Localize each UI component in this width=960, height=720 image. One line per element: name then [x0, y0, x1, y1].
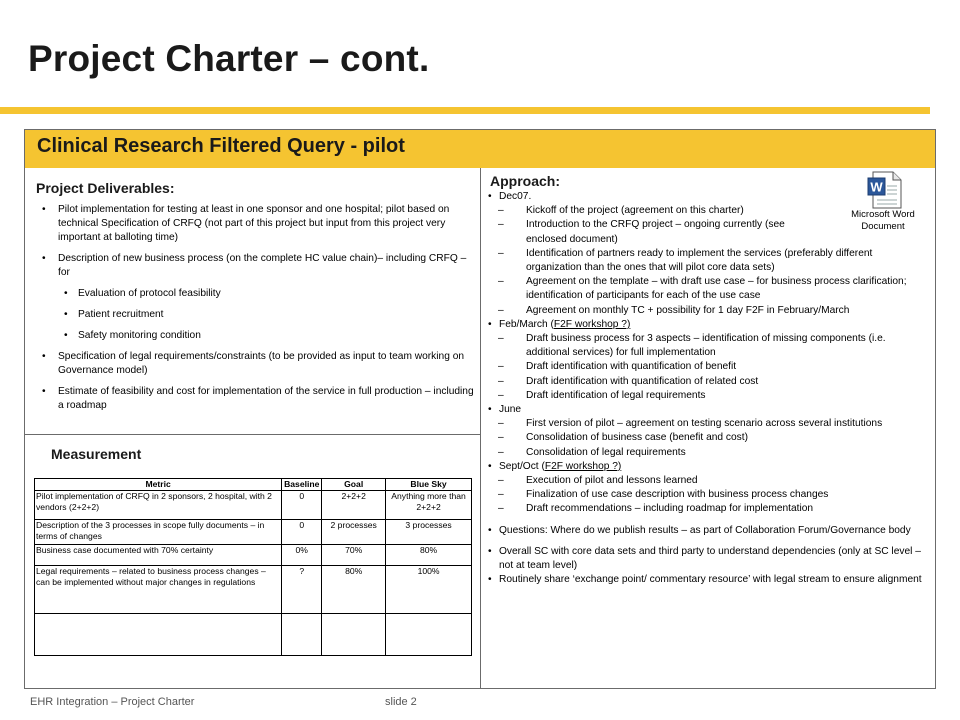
list-item: – Identification of partners ready to implement the services (preferably different organization than the ones that will pilot core data sets): [498, 247, 873, 274]
bullet-icon: •: [42, 351, 46, 362]
table-cell: [282, 614, 322, 656]
list-item: • Evaluation of protocol feasibility: [64, 288, 221, 299]
measurement-heading: Measurement: [51, 446, 142, 462]
list-item: • Description of new business process (on the complete HC value chain)– including CRFQ – for: [42, 253, 467, 278]
table-cell: 0%: [282, 545, 322, 566]
deliverables-heading: Project Deliverables:: [36, 180, 175, 196]
table-cell: 0: [282, 491, 322, 520]
list-item: – Draft identification of legal requirements: [498, 389, 706, 401]
list-item: – Agreement on the template – with draft use case – for business process clarification; identification of participants for each of the use case: [498, 276, 907, 302]
svg-text:W: W: [870, 179, 883, 195]
table-cell: 80%: [386, 545, 472, 566]
list-item: • Specification of legal requirements/constraints (to be provided as input to team working on Governance model): [42, 351, 465, 376]
list-item: • Routinely share ‘exchange point/ commentary resource’ with legal stream to ensure alignment: [488, 573, 928, 587]
list-item: – Consolidation of legal requirements: [498, 446, 686, 458]
list-item: • Patient recruitment: [64, 309, 164, 320]
table-cell: Anything more than 2+2+2: [386, 491, 472, 520]
bullet-icon: •: [488, 191, 492, 202]
table-cell: [322, 614, 386, 656]
table-cell: 100%: [386, 566, 472, 614]
workshop-link[interactable]: F2F workshop ?): [553, 318, 631, 330]
table-row: [35, 614, 472, 656]
word-document-label[interactable]: Microsoft Word Document: [851, 209, 915, 232]
table-cell: 2+2+2: [322, 491, 386, 520]
list-item: – Introduction to the CRFQ project – ongoing currently (see enclosed document): [498, 219, 785, 245]
list-item: • June: [488, 403, 928, 417]
table-cell: Business case documented with 70% certainty: [35, 545, 282, 566]
table-row: [35, 520, 472, 545]
column-header: Metric: [35, 479, 282, 491]
list-item: – Finalization of use case description with business process changes: [498, 489, 829, 501]
table-cell: 2 processes: [322, 520, 386, 545]
footer-text: EHR Integration – Project Charter: [30, 696, 195, 708]
table-cell: [35, 614, 282, 656]
list-item: – First version of pilot – agreement on testing scenario across several institutions: [498, 418, 883, 430]
slide-number: slide 2: [385, 696, 417, 708]
list-item: • Pilot implementation for testing at least in one sponsor and one hospital; pilot based on technical Specification of CRFQ (not part of this project but input from this project very important at balloting time): [42, 204, 450, 243]
list-item: – Kickoff of the project (agreement on this charter): [498, 205, 744, 217]
list-item: • Dec07.: [488, 190, 928, 204]
list-item: – Consolidation of business case (benefit and cost): [498, 432, 748, 444]
table-cell: 70%: [322, 545, 386, 566]
list-item: • Safety monitoring condition: [64, 330, 201, 341]
list-item: – Draft identification with quantification of benefit: [498, 361, 737, 373]
table-cell: [386, 614, 472, 656]
approach-heading: Approach:: [490, 173, 560, 189]
table-cell: Legal requirements – related to business process changes – can be implemented without major changes in regulations: [35, 566, 282, 614]
table-row: [35, 566, 472, 614]
list-item: • Questions: Where do we publish results – as part of Collaboration Forum/Governance body: [488, 524, 928, 538]
row-divider: [25, 434, 480, 435]
bullet-icon: •: [64, 309, 68, 320]
measurement-table: [34, 478, 472, 656]
bullet-icon: •: [488, 574, 492, 586]
bullet-icon: •: [488, 404, 492, 416]
table-cell: 3 processes: [386, 520, 472, 545]
table-header-row: [35, 479, 472, 491]
list-item: • Estimate of feasibility and cost for implementation of the service in full production – including a roadmap: [42, 386, 474, 411]
list-item: – Draft recommendations – including roadmap for implementation: [498, 503, 814, 515]
bullet-icon: •: [42, 253, 46, 264]
slide-title: Project Charter – cont.: [28, 38, 430, 79]
bullet-icon: •: [488, 460, 492, 472]
deliverables-list: [42, 203, 474, 420]
table-row: [35, 545, 472, 566]
list-item: – Agreement on monthly TC + possibility for 1 day F2F in February/March: [498, 304, 850, 316]
column-header: Goal: [322, 479, 386, 491]
bullet-icon: •: [488, 318, 492, 330]
table-cell: 0: [282, 520, 322, 545]
table-cell: ?: [282, 566, 322, 614]
bullet-icon: •: [488, 524, 492, 536]
bullet-icon: •: [488, 545, 492, 557]
column-header: Blue Sky: [386, 479, 472, 491]
bullet-icon: •: [42, 204, 46, 215]
table-row: [35, 491, 472, 520]
bullet-icon: •: [64, 330, 68, 341]
bullet-icon: •: [64, 288, 68, 299]
column-divider: [480, 168, 481, 689]
section-banner: [25, 130, 935, 168]
list-item: • Feb/March (F2F workshop ?): [488, 318, 928, 332]
list-item: – Draft identification with quantification of related cost: [498, 375, 759, 387]
table-cell: 80%: [322, 566, 386, 614]
section-banner-title: Clinical Research Filtered Query - pilot: [37, 135, 405, 157]
title-underline-bar: [0, 107, 930, 114]
list-item: • Overall SC with core data sets and third party to understand dependencies (only at SC level – not at team level): [488, 545, 921, 572]
list-item: – Draft business process for 3 aspects – identification of missing components (i.e. additional services) for full implementation: [498, 333, 886, 359]
list-item: – Execution of pilot and lessons learned: [498, 475, 698, 487]
list-item: • Sept/Oct (F2F workshop ?): [488, 460, 928, 474]
approach-list: [488, 190, 928, 587]
workshop-link[interactable]: F2F workshop ?): [544, 460, 622, 472]
bullet-icon: •: [42, 386, 46, 397]
column-header: Baseline: [282, 479, 322, 491]
table-cell: Description of the 3 processes in scope fully documents – in terms of changes: [35, 520, 282, 545]
table-cell: Pilot implementation of CRFQ in 2 sponsors, 2 hospital, with 2 vendors (2+2+2): [35, 491, 282, 520]
